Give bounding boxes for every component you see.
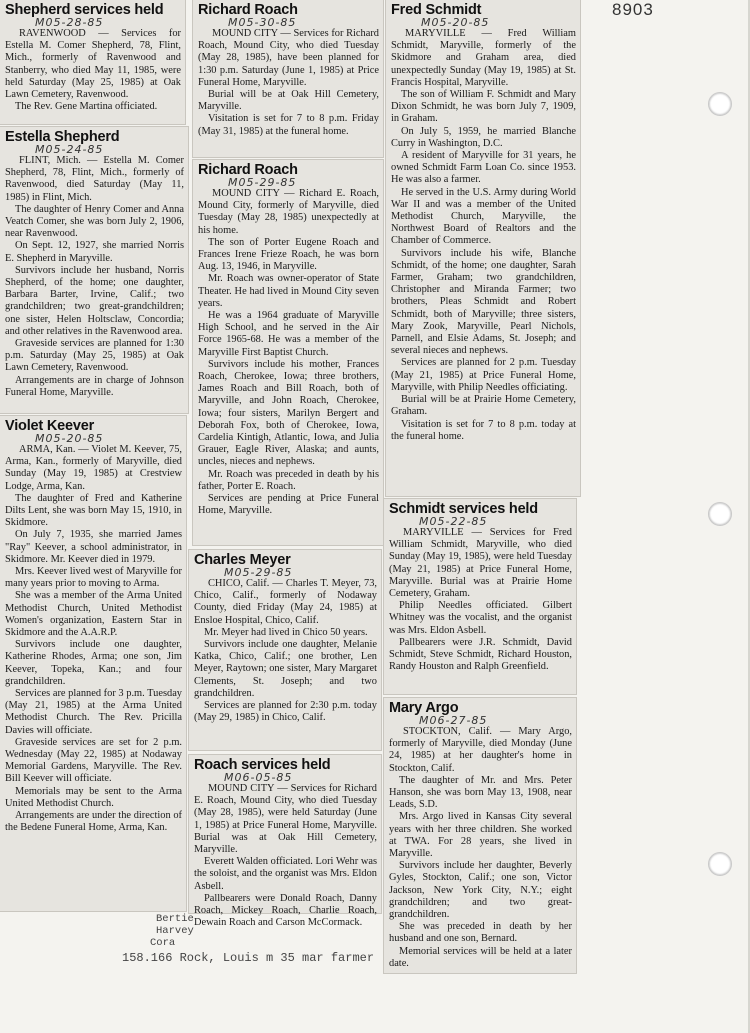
clipping-paragraph: Graveside services are set for 2 p.m. Wednesday (May 22, 1985) at Nodaway Memorial Gardens, Maryville. The Rev. Bill Keever will officiate. xyxy=(5,736,182,785)
clipping-paragraph: Burial will be at Oak Hill Cemetery, Maryville. xyxy=(198,89,379,113)
clipping-paragraph: On Sept. 12, 1927, she married Norris E. Shepherd in Maryville. xyxy=(5,240,184,264)
clipping-paragraph: Pallbearers were J.R. Schmidt, David Schmidt, Steve Schmidt, Richard Houston, Randy Houston and Ralph Greenfield. xyxy=(389,636,572,673)
page-number: 8903 xyxy=(612,0,654,19)
clipping-paragraph: Mr. Roach was owner-operator of State Theater. He had lived in Mound City seven years. xyxy=(198,273,379,309)
clipping-paragraph: Survivors include one daughter, Katherine Rhodes, Arma; one son, Jim Keever, Topeka, Kan.; and four grandchildren. xyxy=(5,639,182,687)
clipping-paragraph: Services are pending at Price Funeral Home, Maryville. xyxy=(198,493,379,517)
clipping-paragraph: The daughter of Fred and Katherine Dilts Lent, she was born May 15, 1910, in Skidmore. xyxy=(5,492,182,529)
clipping-paragraph: The son of Porter Eugene Roach and Frances Irene Frieze Roach, he was born Aug. 13, 1946, in Maryville. xyxy=(198,236,379,273)
clipping-paragraph: Burial will be at Prairie Home Cemetery, Graham. xyxy=(391,394,576,418)
clipping-paragraph: The daughter of Henry Comer and Anna Veatch Comer, she was born July 2, 1906, near Ravenwood. xyxy=(5,203,184,240)
clipping-paragraph: MOUND CITY — Services for Richard Roach, Mound City, who died Tuesday (May 28, 1985), have been planned for 1:30 p.m. Saturday (June 1, 1985) at Price Funeral Home, Maryville. xyxy=(198,28,379,88)
handwritten-date: M06-27-85 xyxy=(419,714,488,727)
clipping-paragraph: The daughter of Mr. and Mrs. Peter Hanson, she was born May 13, 1908, near Leads, S.D. xyxy=(389,774,572,811)
clipping-richard-roach-services xyxy=(193,0,383,157)
clipping-paragraph: MOUND CITY — Richard E. Roach, Mound City, formerly of Maryville, died Tuesday (May 28, 1985) unexpectedly at his home. xyxy=(198,188,379,236)
clipping-paragraph: MOUND CITY — Services for Richard E. Roach, Mound City, who died Tuesday (May 28, 1985), were held Saturday (June 1, 1985) at Price Funeral Home, Maryville. Burial was at Oak Hill Cemetery, Maryville. xyxy=(194,783,377,856)
clipping-title: Roach services held xyxy=(194,757,331,773)
clipping-paragraph: Arrangements are in charge of Johnson Funeral Home, Maryville. xyxy=(5,374,184,398)
handwritten-date: M05-29-85 xyxy=(224,566,293,579)
clipping-paragraph: Survivors include his wife, Blanche Schmidt, of the home; one daughter, Sarah Farmer, Graham; two grandchildren, Christopher and Miranda Farmer; two brothers, Pleas Schmidt and Robert Schmidt, both of Maryville; three sisters, Mary Zook, Maryville, Pearl Nichols, Parnell, and Elsie Adams, St. Joseph; and several nieces and nephews. xyxy=(391,247,576,357)
handwritten-date: M05-20-85 xyxy=(421,16,490,29)
clipping-paragraph: Memorials may be sent to the Arma United Methodist Church. xyxy=(5,785,182,809)
binder-hole-bottom xyxy=(708,852,732,876)
clipping-paragraph: She was preceded in death by her husband and one son, Bernard. xyxy=(389,921,572,945)
clipping-mary-argo xyxy=(384,698,576,973)
clipping-paragraph: MARYVILLE — Fred William Schmidt, Maryville, formerly of the Skidmore and Graham area, died unexpectedly Sunday (May 19, 1985) at St. Francis Hospital, Maryville. xyxy=(391,28,576,88)
typed-line: Cora xyxy=(150,937,176,949)
binder-hole-top xyxy=(708,92,732,116)
typed-remnant-index-line: 158.166 Rock, Louis m 35 mar farmer xyxy=(122,951,375,965)
clipping-paragraph: Mrs. Argo lived in Kansas City several years with her three children. She worked at TWA. For 28 years, she lived in Maryville. xyxy=(389,811,572,860)
clipping-violet-keever xyxy=(0,416,186,911)
clipping-paragraph: The Rev. Gene Martina officiated. xyxy=(15,101,158,113)
clipping-paragraph: The son of William F. Schmidt and Mary Dixon Schmidt, he was born July 7, 1909, in Graham. xyxy=(391,89,576,125)
clipping-paragraph: Mr. Roach was preceded in death by his father, Porter E. Roach. xyxy=(198,468,379,492)
clipping-paragraph: Mrs. Keever lived west of Maryville for many years prior to moving to Arma. xyxy=(5,566,182,590)
clipping-paragraph: ARMA, Kan. — Violet M. Keever, 75, Arma, Kan., formerly of Maryville, died Sunday (May 19, 1985) at Crestview Lodge, Arma, Kan. xyxy=(5,444,182,492)
clipping-title: Mary Argo xyxy=(389,700,459,716)
clipping-paragraph: CHICO, Calif. — Charles T. Meyer, 73, Chico, Calif., formerly of Nodaway County, died Friday (May 24, 1985) at Ensloe Hospital, Chico, Calif. xyxy=(194,578,377,626)
clipping-paragraph: Philip Needles officiated. Gilbert Whitney was the vocalist, and the organist was Mrs. Eldon Asbell. xyxy=(389,600,572,636)
handwritten-date: M05-28-85 xyxy=(35,16,104,29)
clipping-paragraph: RAVENWOOD — Services for Estella M. Comer Shepherd, 78, Flint, Mich., formerly of Ravenwood and Stanberry, who died May 11, 1985, were held Saturday (May 25, 1985) at Oak Lawn Cemetery, Ravenwood. xyxy=(5,28,181,101)
handwritten-date: M05-30-85 xyxy=(228,16,297,29)
clipping-estella-shepherd xyxy=(0,127,188,413)
clipping-paragraph: She was a member of the Arma United Methodist Church, United Methodist Women's organization, Eastern Star in Skidmore and the A.A.R.P. xyxy=(5,590,182,639)
clipping-title: Fred Schmidt xyxy=(391,2,482,18)
clipping-title: Richard Roach xyxy=(198,2,298,18)
clipping-paragraph: He served in the U.S. Army during World War II and was a member of the United Methodist Church, Maryville, the Northwest Board of Realtors and the Chamber of Commerce. xyxy=(391,186,576,247)
binder-hole-middle xyxy=(708,502,732,526)
clipping-paragraph: Visitation is set for 7 to 8 p.m. today at the funeral home. xyxy=(391,418,576,442)
clipping-paragraph: Survivors include one daughter, Melanie Katka, Chico, Calif.; one brother, Len Meyer, Raytown; one sister, Mary Margaret Clements, St. Joseph; and two grandchildren. xyxy=(194,639,377,699)
clipping-charles-meyer xyxy=(189,550,381,750)
handwritten-date: M05-29-85 xyxy=(228,176,297,189)
clipping-title: Estella Shepherd xyxy=(5,129,120,145)
clipping-paragraph: A resident of Maryville for 31 years, he owned Schmidt Farm Loan Co. since 1953. He was also a farmer. xyxy=(391,150,576,186)
typed-remnant xyxy=(150,913,194,949)
clipping-roach-services-held xyxy=(189,755,381,929)
clipping-paragraph: Memorial services will be held at a later date. xyxy=(389,945,572,969)
clipping-title: Schmidt services held xyxy=(389,501,538,517)
clipping-paragraph: Services are planned for 2 p.m. Tuesday (May 21, 1985) at Price Funeral Home, Maryville, with Philip Needles officiating. xyxy=(391,357,576,393)
clipping-paragraph: On July 5, 1959, he married Blanche Curry in Washington, D.C. xyxy=(391,125,576,149)
clipping-richard-roach-obituary xyxy=(193,160,383,545)
clipping-paragraph: Survivors include his mother, Frances Roach, Cherokee, Iowa; three brothers, James Roach and Bill Roach, both of Maryville, and John Roach, Cherokee, Iowa; four sisters, Marilyn Bergert and Deborah Fox, both of Cherokee, Iowa, Cardelia Kintigh, Atlantic, Iowa, and Julia Grauer, Eagle River, Alaska; and aunts, uncles, nieces and nephews. xyxy=(198,358,379,468)
clipping-paragraph: FLINT, Mich. — Estella M. Comer Shepherd, 78, Flint, Mich., formerly of Ravenwood, died Saturday (May 11, 1985) in Flint, Mich. xyxy=(5,155,184,203)
clipping-title: Shepherd services held xyxy=(5,2,164,18)
clipping-fred-schmidt xyxy=(386,0,580,496)
clipping-paragraph: Services are planned for 2:30 p.m. today (May 29, 1985) in Chico, Calif. xyxy=(194,700,377,724)
clipping-paragraph: Survivors include her daughter, Beverly Gyles, Stockton, Calif.; one son, Victor Jackson, New York City, N.Y.; eight grandchildren; and two great-grandchildren. xyxy=(389,860,572,921)
clipping-title: Violet Keever xyxy=(5,418,95,434)
clipping-paragraph: Graveside services are planned for 1:30 p.m. Saturday (May 25, 1985) at Oak Lawn Cemetery, Ravenwood. xyxy=(5,338,184,374)
clipping-paragraph: Everett Walden officiated. Lori Wehr was the soloist, and the organist was Mrs. Eldon Asbell. xyxy=(194,856,377,892)
clipping-paragraph: Services are planned for 3 p.m. Tuesday (May 21, 1985) at the Arma United Methodist Church. The Rev. Pricilla Davies will officiate. xyxy=(5,688,182,736)
handwritten-date: M05-20-85 xyxy=(35,432,104,445)
clipping-paragraph: Pallbearers were Donald Roach, Danny Roach, Mickey Roach, Charlie Roach, Dewain Roach and Carson McCormack. xyxy=(194,892,377,929)
clipping-paragraph: Visitation is set for 7 to 8 p.m. Friday (May 31, 1985) at the funeral home. xyxy=(198,113,379,137)
clipping-paragraph: Arrangements are under the direction of the Bedene Funeral Home, Arma, Kan. xyxy=(5,810,182,834)
clipping-paragraph: He was a 1964 graduate of Maryville High School, and he served in the Air Force 1965-68. He was a member of the Maryville First Baptist Church. xyxy=(198,310,379,358)
typed-line: Harvey xyxy=(156,925,194,937)
clipping-shepherd-services xyxy=(0,0,185,124)
clipping-paragraph: MARYVILLE — Services for Fred William Schmidt, Maryville, who died Sunday (May 19, 1985), were held Tuesday (May 21, 1985) at Price Funeral Home, Maryville. Burial was at Prairie Home Cemetery, Graham. xyxy=(389,527,572,600)
clipping-title: Richard Roach xyxy=(198,162,298,178)
handwritten-date: M06-05-85 xyxy=(224,771,293,784)
handwritten-date: M05-22-85 xyxy=(419,515,488,528)
clipping-paragraph: Mr. Meyer had lived in Chico 50 years. xyxy=(204,626,368,638)
clipping-title: Charles Meyer xyxy=(194,552,291,568)
clipping-paragraph: STOCKTON, Calif. — Mary Argo, formerly of Maryville, died Monday (June 24, 1985) at her daughter's home in Stockton, Calif. xyxy=(389,726,572,774)
handwritten-date: M05-24-85 xyxy=(35,143,104,156)
clipping-schmidt-services-held xyxy=(384,499,576,694)
typed-line: Bertie xyxy=(156,913,194,925)
clipping-paragraph: On July 7, 1935, she married James "Ray" Keever, a school administrator, in Skidmore. Mr. Keever died in 1979. xyxy=(5,529,182,565)
clipping-paragraph: Survivors include her husband, Norris Shepherd, of the home; one daughter, Barbara Barter, Irvine, Calif.; two grandchildren; two great-grandchildren; one sister, Helen Holtsclaw, Concordia; and other relatives in the Ravenwood area. xyxy=(5,264,184,337)
